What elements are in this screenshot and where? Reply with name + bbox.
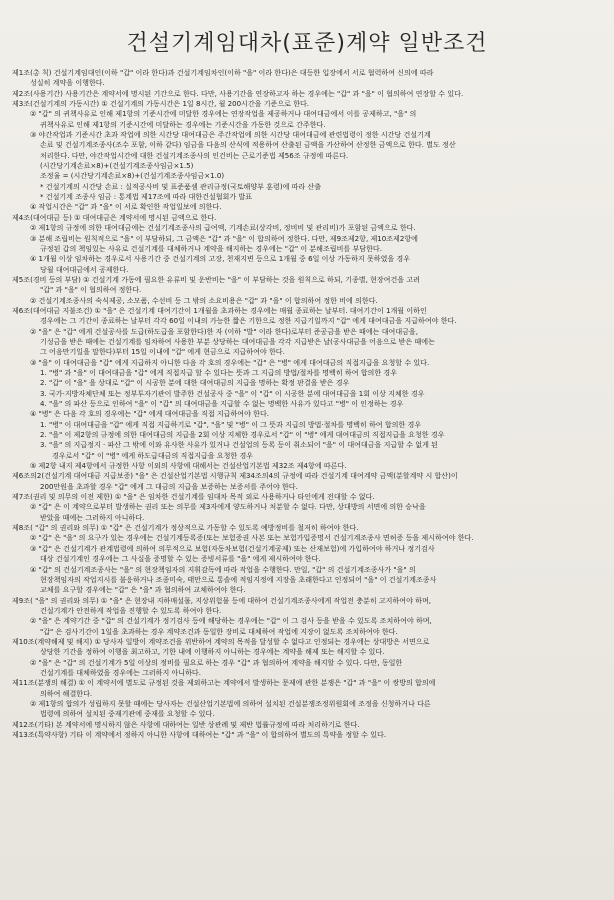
document-line: 건설기계를 대체하였을 경우에는 그러하지 아니하다.: [40, 667, 201, 677]
document-body: [12, 68, 604, 740]
document-line: 경우에는 그 기간이 종료하는 날부터 각각 60일 이내의 가능한 짧은 기한으로 정한 지급기일까지 "갑" 에게 대여대금을 지급하여야 한다.: [40, 316, 457, 326]
document-line: 제7조(권리 및 의무의 이전 제한) ① "을" 은 임차한 건설기계를 임대차 목적 외로 사용하거나 타인에게 전대할 수 없다.: [12, 492, 375, 502]
document-line: 받았을 때에는 그러하지 아니하다.: [40, 512, 145, 522]
document-line: 제13조(특약사항) 기타 이 계약에서 정하지 아니한 사항에 대하여는 "갑" 과 "을" 이 합의하여 별도의 특약을 정할 수 있다.: [12, 730, 387, 739]
document-line: ② 제1항의 합의가 성립하지 못할 때에는 당사자는 건설산업기본법에 의하여 설치된 건설분쟁조정위원회에 조정을 신청하거나 다른: [30, 698, 431, 708]
document-line: 제11조(분쟁의 해결) ① 이 계약서에 별도로 규정된 것을 제외하고는 계약에서 발생하는 문제에 관한 분쟁은 "갑" 과 "을" 이 쌍방의 합의에: [12, 678, 436, 688]
document-line: 손료 및 건설기계조종사(조수 포함, 이하 같다) 임금을 다음의 산식에 적용하여 산출된 금액을 가산하여 산정한 금액으로 한다. 별도 정산: [40, 140, 456, 150]
document-line: 기성금을 받은 때에는 건설기계를 임차하여 사용한 부분 상당하는 대여대금을 각각 지급받은 날(공사대금을 어음으로 받은 때에는: [40, 336, 435, 346]
document-line: 제9조( "을" 의 권리와 의무) ① "을" 은 현장내 지하매설물, 지상위험물 등에 대하여 건설기계조종사에게 작업전 충분히 고지하여야 하며,: [12, 595, 431, 605]
document-line: 현장책임자의 작업지시를 불응하거나 조종미숙, 태만으로 통솔에 적임지정에 지장을 초래한다고 인정되어 "을" 이 건설기계조종사: [40, 574, 437, 584]
document-line: ② 건설기계조종사의 숙식제공, 소모품, 수선비 등 그 밖의 소요비용은 "갑" 과 "을" 이 합의하여 정한 비에 의한다.: [30, 295, 378, 305]
document-line: 교체를 요구할 경우에는 "갑" 은 "을" 과 협의하여 교체하여야 한다.: [40, 585, 246, 595]
document-line: "갑" 은 검사기간이 1일을 초과하는 경우 계약조건과 동일한 장비로 대체하여 작업에 지장이 없도록 조치하여야 한다.: [40, 626, 398, 636]
document-line: 3. "을" 의 지급정지 · 파산 그 밖에 이와 유사한 사유가 있거나 건설업의 등록 등이 취소되어 "을" 이 대여대금을 지급할 수 없게 된: [40, 440, 438, 450]
document-line: 성실히 계약을 이행한다.: [30, 78, 105, 88]
document-line: 귀책사유로 인해 제1항의 기준시간에 미달하는 경우에는 기준시간을 가동한 것으로 간주한다.: [40, 119, 326, 129]
document-line: ④ "갑" 의 건설기계조종사는 "을" 의 현장책임자의 지휘감독에 따라 작업을 수행한다. 만일, "갑" 의 건설기계조종사가 "을" 의: [30, 564, 416, 574]
document-line: 1. "병" 이 대여대금을 "갑" 에게 직접 지급하기로 "갑", "을" 및 "병" 이 그 뜻과 지급의 방법·절차를 명백히 하여 합의한 경우: [40, 419, 422, 429]
document-line: 상당한 기간을 정하여 이행을 최고하고, 기한 내에 이행하지 아니하는 경우에는 계약을 해제 또는 해지할 수 있다.: [40, 647, 385, 657]
document-line: 조정율 = (시간당기계손료×8)+(건설기계조종사임금×1.0): [40, 171, 225, 181]
document-line: 제2조(사용기간) 사용기간은 계약서에 명시된 기간으로 한다. 다만, 사용기간을 연장하고자 하는 경우에는 "갑" 과 "을" 이 협의하여 연장할 수 있다.: [12, 88, 464, 98]
document-line: ③ "갑" 은 건설기계가 관계법령에 의하여 의무적으로 보험(자동차보험(건설기계공제) 또는 산재보험)에 가입하여야 하거나 정기검사: [30, 543, 435, 553]
document-line: 4. "을" 의 파산 등으로 인하여 "을" 이 "갑" 의 대여대금을 지급할 수 없는 명백한 사유가 있다고 "병" 이 인정하는 경우: [40, 399, 404, 408]
document-line: 법령에 의하여 설치된 중재기관에 중재를 요청할 수 있다.: [40, 709, 215, 719]
document-line: ② "갑" 의 귀책사유로 인해 제1항의 기준시간에 미달한 경우에는 연장작업을 제공하거나 대여대금에서 이를 공제하고, "을" 의: [30, 109, 417, 119]
document-line: * 건설기계의 시간당 손료 : 실적공사비 및 표준품셈 관리규정(국토해양부 훈령)에 따라 산출: [40, 181, 322, 191]
document-line: (시간당기계손료×8)+(건설기계조종사임금×1.5): [40, 161, 194, 171]
document-title: 건설기계임대차(표준)계약 일반조건: [126, 31, 488, 56]
document-line: 제6조의2(건설기계 대여대금 지급보증) "을" 은 건설산업기본법 시행규칙 제34조의4의 규정에 따라 건설기계 대여계약 금액(분할계약 시 합산)이: [12, 471, 458, 481]
document-line: ② 제1항의 규정에 의한 대여대금에는 건설기계조종사의 급여액, 기계손료(상각비, 정비비 및 관리비)가 포함된 금액으로 한다.: [30, 223, 416, 233]
document-line: 제12조(기타) 본 계약서에 명시하지 않은 사항에 대하여는 일반 상관례 및 제반 법률규정에 따라 처리하기로 한다.: [12, 719, 360, 729]
document-line: 3. 국가·지방자체단체 또는 정부투자기관이 발주한 건설공사 중 "을" 이 "갑" 이 시공한 분에 대여대금을 1회 이상 지체한 경우: [40, 388, 425, 398]
document-line: ③ "을" 이 대여대금을 "갑" 에게 지급하지 아니한 다음 각 호의 경우에는 "갑" 은 "병" 에게 대여대금의 직접지급을 요청할 수 있다.: [30, 357, 430, 367]
document-line: 제4조(대여대금 등) ① 대여대금은 계약서에 명시된 금액으로 한다.: [12, 212, 217, 222]
document-line: 제1조(총 칙) 건설기계임대인(이하 "갑" 이라 한다)과 건설기계임차인(이하 "을" 이라 한다)은 대등한 입장에서 서로 협력하여 신의에 따라: [12, 68, 434, 77]
document-line: ④ "병" 은 다음 각 호의 경우에는 "갑" 에게 대여대금을 직접 지급하여야 한다.: [30, 409, 270, 419]
document-line: ③ 야간작업과 기준시간 초과 작업에 의한 시간당 대여대금은 주간작업에 의한 시간당 대여대금에 관련법령이 정한 시간당 건설기계: [30, 130, 431, 140]
document-line: 제6조(대여대금 지불조건) ① "을" 은 건설기계 대여기간이 1개월을 초과하는 경우에는 매월 종료하는 날부터. 대여기간이 1개월 이하인: [12, 305, 427, 315]
document-line: 제10조(계약해제 및 해지) ① 당사자 일방이 계약조건을 위반하여 계약의 목적을 달성할 수 없다고 인정되는 경우에는 상대방은 서면으로: [12, 636, 430, 646]
document-line: ④ 1개월 이상 임차하는 경우로서 사용기간 중 건설기계의 고장, 천재지변 등으로 1개월 중 6일 이상 가동하지 못하였을 경우: [30, 254, 411, 264]
document-line: 건설기계가 안전하게 작업을 진행할 수 있도록 하여야 한다.: [40, 605, 222, 615]
document-line: 2. "을" 이 제2항의 규정에 의한 대여대금의 지급을 2회 이상 지체한 경우로서 "갑" 이 "병" 에게 대여대금의 직접지급을 요청한 경우: [40, 430, 445, 440]
document-line: 제8조( "갑" 의 권리와 의무) ① "갑" 은 건설기계가 정상적으로 가동할 수 있도록 예방정비를 철저히 하여야 한다.: [12, 523, 359, 533]
document-line: "갑" 과 "을" 이 협의하여 정한다.: [40, 285, 142, 295]
document-line: 1. "병" 과 "을" 이 대여대금을 "갑" 에게 직접지급 할 수 있다는 뜻과 그 지급의 방법/절차를 명백히 하여 합의한 경우: [40, 367, 398, 377]
document-line: 제5조(경비 등의 부담) ① 건설기계 가동에 필요한 유류비 및 운반비는 "을" 이 부담하는 것을 원칙으로 하되, 기종별, 현장여건을 고려: [12, 274, 420, 284]
document-line: ② "갑" 은 이 계약으로부터 발생하는 권리 또는 의무를 제3자에게 양도하거나 처분할 수 없다. 다만, 상대방의 서면에 의한 승낙을: [30, 502, 426, 512]
document-line: ③ 분해 조립비는 원칙적으로 "을" 이 부담하되, 그 금액은 "갑" 과 "을" 이 합의하여 정한다. 다만, 제9조제2항, 제10조제2항에: [30, 233, 418, 243]
document-line: 2. "갑" 이 "을" 을 상대로 "갑" 이 시공한 분에 대한 대여대금의 지급을 명하는 확정 판결을 받은 경우: [40, 378, 350, 388]
document-line: 그 어음만기일을 말한다)부터 15일 이내에 "갑" 에게 현금으로 지급하여야 한다.: [40, 347, 285, 357]
document-line: ② "을" 은 "갑" 에게 건설공사를 도급(하도급을 포함한다)한 자 (이하 "발" 이라 한다)로부터 준공금을 받은 때에는 대여대금을,: [30, 326, 418, 336]
document-line: ⑤ 제2항 내지 제4항에서 규정한 사항 이외의 사항에 대해서는 건설산업기본법 제32조 제4항에 따른다.: [30, 461, 347, 471]
document-line: 경우로서 "갑" 이 "병" 에게 하도급대금의 직접지급을 요청한 경우: [52, 450, 254, 460]
document-line: 대상 건설기계인 경우에는 그 사실을 증명할 수 있는 증빙서류를 "을" 에게 제시하여야 한다.: [40, 554, 321, 564]
document-line: ④ 작업시간은 "갑" 과 "을" 이 서로 확인한 작업일보에 의한다.: [30, 202, 222, 212]
document-line: ② "을" 은 "갑" 의 건설기계가 5일 이상의 정비를 필요로 하는 경우 "갑" 과 협의하여 계약을 해지할 수 있다. 다만, 동일한: [30, 657, 403, 667]
document-line: 200만원을 초과할 경우 "갑" 에게 그 대금의 지급을 보증하는 보증서를 주어야 한다.: [40, 481, 298, 491]
document-line: ② "갑" 은 "을" 의 요구가 있는 경우에는 건설기계등록증(또는 보험증권 사본 또는 보험가입증명서 건설기계조종사 면허증 등을 제시하여야 한다.: [30, 533, 474, 543]
document-line: 규정된 갑의 책임있는 사유로 건설기계를 대체하거나 계약을 해지하는 경우에는 "갑" 이 분해조립비를 부담한다.: [40, 243, 382, 253]
document-line: * 건설기계 조종사 임금 : 통계법 제17조에 따라 대한건설협회가 발표: [40, 192, 253, 202]
document-line: 당월 대여대금에서 공제한다.: [40, 264, 129, 274]
document-line: ② "을" 은 계약기간 중 "갑" 의 건설기계가 정기검사 등에 해당하는 경우에는 "갑" 이 그 검사 등을 받을 수 있도록 조치하여야 하며,: [30, 616, 432, 626]
document-line: 제3조(건설기계의 가동시간) ① 건설기계의 가동시간은 1일 8시간, 월 200시간을 기준으로 한다.: [12, 99, 310, 109]
document-line: 처리한다. 다만, 야간작업시간에 대한 건설기계조종사의 인건비는 근로기준법 제56조 규정에 따른다.: [40, 150, 349, 160]
document-line: 의하여 해결한다.: [40, 688, 93, 698]
